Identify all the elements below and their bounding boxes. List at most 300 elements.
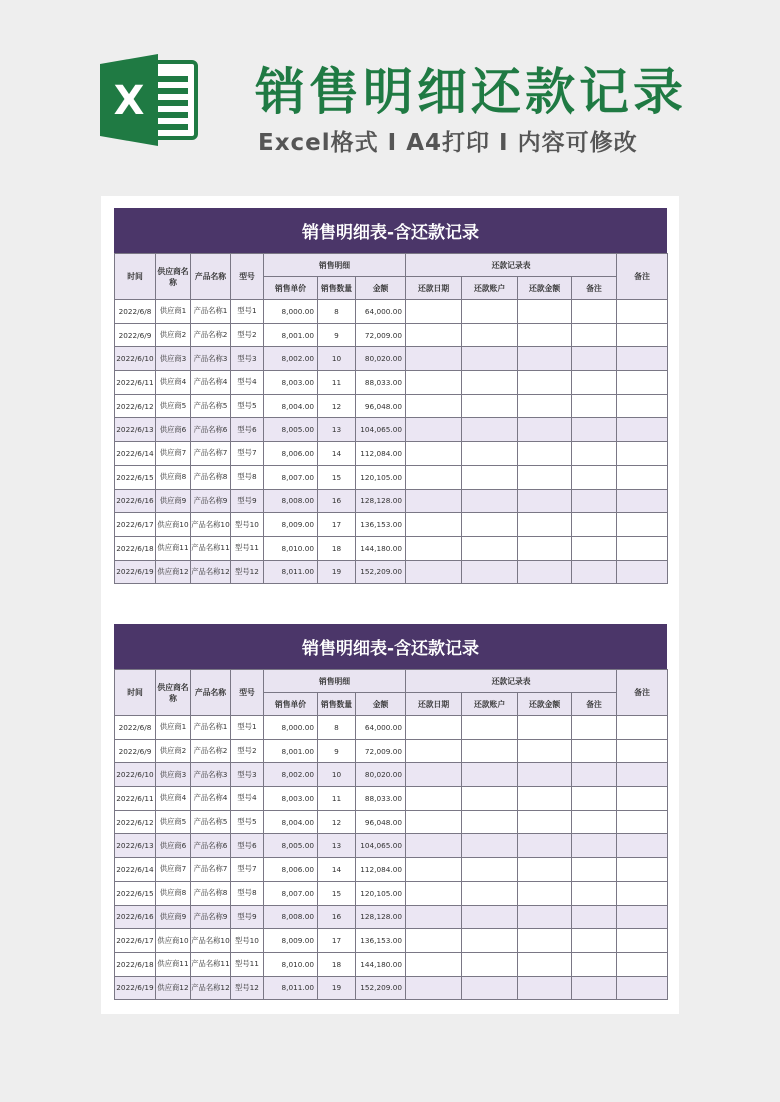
cell-quantity[interactable]: 10 <box>318 763 356 787</box>
cell-product[interactable]: 产品名称4 <box>191 371 231 395</box>
cell-repay-note[interactable] <box>572 929 617 953</box>
cell-amount[interactable]: 112,084.00 <box>356 858 406 882</box>
cell-supplier[interactable]: 供应商3 <box>156 763 191 787</box>
cell-model[interactable]: 型号5 <box>231 810 264 834</box>
cell-remark[interactable] <box>617 465 668 489</box>
cell-quantity[interactable]: 18 <box>318 952 356 976</box>
cell-supplier[interactable]: 供应商6 <box>156 834 191 858</box>
cell-repay-note[interactable] <box>572 881 617 905</box>
sales-table-block-1 <box>114 208 667 584</box>
cell-repay-account[interactable] <box>462 858 518 882</box>
cell-product[interactable]: 产品名称9 <box>191 489 231 513</box>
cell-date[interactable]: 2022/6/15 <box>115 465 156 489</box>
cell-repay-date[interactable] <box>406 952 462 976</box>
cell-supplier[interactable]: 供应商9 <box>156 905 191 929</box>
cell-quantity[interactable]: 17 <box>318 513 356 537</box>
cell-supplier[interactable]: 供应商8 <box>156 465 191 489</box>
cell-remark[interactable] <box>617 881 668 905</box>
cell-product[interactable]: 产品名称8 <box>191 465 231 489</box>
cell-quantity[interactable]: 18 <box>318 536 356 560</box>
cell-model[interactable]: 型号6 <box>231 418 264 442</box>
cell-repay-note[interactable] <box>572 810 617 834</box>
cell-repay-account[interactable] <box>462 394 518 418</box>
cell-unit-price[interactable]: 8,009.00 <box>264 513 318 537</box>
cell-supplier[interactable]: 供应商1 <box>156 300 191 324</box>
cell-quantity[interactable]: 15 <box>318 881 356 905</box>
cell-repay-note[interactable] <box>572 739 617 763</box>
cell-date[interactable]: 2022/6/16 <box>115 489 156 513</box>
cell-model[interactable]: 型号5 <box>231 394 264 418</box>
cell-product[interactable]: 产品名称6 <box>191 834 231 858</box>
cell-date[interactable]: 2022/6/8 <box>115 300 156 324</box>
cell-repay-date[interactable] <box>406 905 462 929</box>
cell-quantity[interactable]: 11 <box>318 371 356 395</box>
cell-supplier[interactable]: 供应商2 <box>156 739 191 763</box>
header-product: 产品名称 <box>191 670 231 716</box>
cell-unit-price[interactable]: 8,010.00 <box>264 536 318 560</box>
cell-date[interactable]: 2022/6/17 <box>115 929 156 953</box>
cell-quantity[interactable]: 13 <box>318 834 356 858</box>
cell-repay-date[interactable] <box>406 763 462 787</box>
cell-repay-date[interactable] <box>406 560 462 584</box>
cell-unit-price[interactable]: 8,005.00 <box>264 418 318 442</box>
cell-amount[interactable]: 72,009.00 <box>356 739 406 763</box>
cell-unit-price[interactable]: 8,006.00 <box>264 858 318 882</box>
cell-repay-date[interactable] <box>406 810 462 834</box>
cell-quantity[interactable]: 9 <box>318 323 356 347</box>
cell-supplier[interactable]: 供应商4 <box>156 371 191 395</box>
cell-repay-note[interactable] <box>572 394 617 418</box>
cell-remark[interactable] <box>617 810 668 834</box>
cell-repay-amount[interactable] <box>518 905 572 929</box>
cell-amount[interactable]: 152,209.00 <box>356 976 406 1000</box>
cell-repay-account[interactable] <box>462 716 518 740</box>
cell-repay-date[interactable] <box>406 300 462 324</box>
cell-repay-amount[interactable] <box>518 323 572 347</box>
svg-text:X: X <box>113 78 145 124</box>
header-unit-price: 销售单价 <box>264 277 318 300</box>
cell-supplier[interactable]: 供应商5 <box>156 394 191 418</box>
cell-repay-account[interactable] <box>462 418 518 442</box>
cell-date[interactable]: 2022/6/14 <box>115 858 156 882</box>
cell-remark[interactable] <box>617 418 668 442</box>
cell-date[interactable]: 2022/6/16 <box>115 905 156 929</box>
cell-amount[interactable]: 112,084.00 <box>356 442 406 466</box>
cell-date[interactable]: 2022/6/18 <box>115 536 156 560</box>
cell-unit-price[interactable]: 8,001.00 <box>264 323 318 347</box>
cell-remark[interactable] <box>617 739 668 763</box>
cell-unit-price[interactable]: 8,000.00 <box>264 300 318 324</box>
cell-repay-note[interactable] <box>572 763 617 787</box>
cell-date[interactable]: 2022/6/9 <box>115 323 156 347</box>
cell-remark[interactable] <box>617 929 668 953</box>
cell-product[interactable]: 产品名称5 <box>191 810 231 834</box>
cell-quantity[interactable]: 8 <box>318 716 356 740</box>
cell-repay-note[interactable] <box>572 465 617 489</box>
cell-repay-account[interactable] <box>462 536 518 560</box>
header-repay-group: 还款记录表 <box>406 254 617 277</box>
cell-repay-account[interactable] <box>462 347 518 371</box>
cell-repay-account[interactable] <box>462 834 518 858</box>
cell-unit-price[interactable]: 8,000.00 <box>264 716 318 740</box>
cell-repay-date[interactable] <box>406 787 462 811</box>
cell-unit-price[interactable]: 8,003.00 <box>264 371 318 395</box>
cell-repay-account[interactable] <box>462 323 518 347</box>
cell-remark[interactable] <box>617 489 668 513</box>
cell-supplier[interactable]: 供应商2 <box>156 323 191 347</box>
cell-repay-note[interactable] <box>572 371 617 395</box>
table-title: 销售明细表-含还款记录 <box>114 624 667 669</box>
cell-repay-amount[interactable] <box>518 787 572 811</box>
cell-repay-date[interactable] <box>406 536 462 560</box>
cell-quantity[interactable]: 14 <box>318 442 356 466</box>
cell-amount[interactable]: 88,033.00 <box>356 371 406 395</box>
cell-repay-date[interactable] <box>406 489 462 513</box>
cell-model[interactable]: 型号9 <box>231 905 264 929</box>
cell-repay-note[interactable] <box>572 976 617 1000</box>
cell-model[interactable]: 型号3 <box>231 347 264 371</box>
cell-repay-amount[interactable] <box>518 347 572 371</box>
cell-amount[interactable]: 152,209.00 <box>356 560 406 584</box>
cell-repay-amount[interactable] <box>518 976 572 1000</box>
cell-remark[interactable] <box>617 347 668 371</box>
cell-remark[interactable] <box>617 905 668 929</box>
cell-remark[interactable] <box>617 394 668 418</box>
cell-remark[interactable] <box>617 952 668 976</box>
cell-repay-note[interactable] <box>572 536 617 560</box>
cell-repay-note[interactable] <box>572 716 617 740</box>
cell-amount[interactable]: 144,180.00 <box>356 536 406 560</box>
cell-unit-price[interactable]: 8,001.00 <box>264 739 318 763</box>
cell-product[interactable]: 产品名称3 <box>191 763 231 787</box>
cell-date[interactable]: 2022/6/9 <box>115 739 156 763</box>
cell-model[interactable]: 型号4 <box>231 787 264 811</box>
cell-repay-account[interactable] <box>462 560 518 584</box>
cell-model[interactable]: 型号10 <box>231 513 264 537</box>
cell-repay-account[interactable] <box>462 371 518 395</box>
cell-product[interactable]: 产品名称9 <box>191 905 231 929</box>
cell-model[interactable]: 型号6 <box>231 834 264 858</box>
cell-unit-price[interactable]: 8,005.00 <box>264 834 318 858</box>
cell-repay-amount[interactable] <box>518 371 572 395</box>
cell-date[interactable]: 2022/6/12 <box>115 810 156 834</box>
cell-amount[interactable]: 104,065.00 <box>356 418 406 442</box>
cell-quantity[interactable]: 13 <box>318 418 356 442</box>
cell-supplier[interactable]: 供应商8 <box>156 881 191 905</box>
cell-quantity[interactable]: 12 <box>318 810 356 834</box>
cell-model[interactable]: 型号7 <box>231 442 264 466</box>
cell-remark[interactable] <box>617 323 668 347</box>
cell-unit-price[interactable]: 8,009.00 <box>264 929 318 953</box>
cell-repay-account[interactable] <box>462 905 518 929</box>
cell-amount[interactable]: 136,153.00 <box>356 929 406 953</box>
cell-product[interactable]: 产品名称6 <box>191 418 231 442</box>
cell-repay-date[interactable] <box>406 716 462 740</box>
cell-supplier[interactable]: 供应商4 <box>156 787 191 811</box>
cell-unit-price[interactable]: 8,010.00 <box>264 952 318 976</box>
cell-remark[interactable] <box>617 763 668 787</box>
cell-quantity[interactable]: 8 <box>318 300 356 324</box>
cell-model[interactable]: 型号7 <box>231 858 264 882</box>
cell-repay-date[interactable] <box>406 323 462 347</box>
cell-repay-date[interactable] <box>406 976 462 1000</box>
cell-model[interactable]: 型号12 <box>231 560 264 584</box>
cell-remark[interactable] <box>617 442 668 466</box>
header-remark: 备注 <box>617 670 668 716</box>
cell-repay-amount[interactable] <box>518 810 572 834</box>
cell-repay-note[interactable] <box>572 513 617 537</box>
cell-remark[interactable] <box>617 716 668 740</box>
cell-remark[interactable] <box>617 787 668 811</box>
cell-repay-amount[interactable] <box>518 834 572 858</box>
cell-product[interactable]: 产品名称1 <box>191 300 231 324</box>
cell-repay-date[interactable] <box>406 739 462 763</box>
cell-repay-amount[interactable] <box>518 513 572 537</box>
cell-model[interactable]: 型号12 <box>231 976 264 1000</box>
cell-repay-amount[interactable] <box>518 881 572 905</box>
cell-quantity[interactable]: 11 <box>318 787 356 811</box>
cell-unit-price[interactable]: 8,011.00 <box>264 560 318 584</box>
cell-amount[interactable]: 104,065.00 <box>356 834 406 858</box>
cell-unit-price[interactable]: 8,007.00 <box>264 465 318 489</box>
cell-repay-date[interactable] <box>406 929 462 953</box>
cell-repay-account[interactable] <box>462 976 518 1000</box>
cell-date[interactable]: 2022/6/19 <box>115 976 156 1000</box>
cell-amount[interactable]: 120,105.00 <box>356 465 406 489</box>
cell-supplier[interactable]: 供应商9 <box>156 489 191 513</box>
cell-date[interactable]: 2022/6/10 <box>115 763 156 787</box>
cell-amount[interactable]: 72,009.00 <box>356 323 406 347</box>
cell-amount[interactable]: 88,033.00 <box>356 787 406 811</box>
cell-repay-account[interactable] <box>462 810 518 834</box>
cell-quantity[interactable]: 16 <box>318 905 356 929</box>
cell-date[interactable]: 2022/6/8 <box>115 716 156 740</box>
cell-repay-date[interactable] <box>406 858 462 882</box>
cell-unit-price[interactable]: 8,008.00 <box>264 905 318 929</box>
cell-repay-amount[interactable] <box>518 858 572 882</box>
cell-date[interactable]: 2022/6/10 <box>115 347 156 371</box>
cell-unit-price[interactable]: 8,004.00 <box>264 810 318 834</box>
cell-repay-date[interactable] <box>406 465 462 489</box>
header-repay-note: 备注 <box>572 693 617 716</box>
cell-product[interactable]: 产品名称8 <box>191 881 231 905</box>
cell-amount[interactable]: 64,000.00 <box>356 300 406 324</box>
cell-quantity[interactable]: 12 <box>318 394 356 418</box>
cell-repay-date[interactable] <box>406 394 462 418</box>
cell-model[interactable]: 型号9 <box>231 489 264 513</box>
cell-supplier[interactable]: 供应商1 <box>156 716 191 740</box>
cell-date[interactable]: 2022/6/11 <box>115 787 156 811</box>
cell-supplier[interactable]: 供应商5 <box>156 810 191 834</box>
cell-repay-date[interactable] <box>406 442 462 466</box>
cell-model[interactable]: 型号8 <box>231 881 264 905</box>
cell-repay-note[interactable] <box>572 323 617 347</box>
cell-unit-price[interactable]: 8,002.00 <box>264 347 318 371</box>
cell-repay-amount[interactable] <box>518 536 572 560</box>
cell-amount[interactable]: 128,128.00 <box>356 489 406 513</box>
cell-date[interactable]: 2022/6/19 <box>115 560 156 584</box>
cell-repay-amount[interactable] <box>518 929 572 953</box>
cell-date[interactable]: 2022/6/13 <box>115 834 156 858</box>
cell-repay-note[interactable] <box>572 787 617 811</box>
cell-supplier[interactable]: 供应商11 <box>156 952 191 976</box>
cell-quantity[interactable]: 19 <box>318 560 356 584</box>
table-row <box>115 858 668 882</box>
cell-repay-account[interactable] <box>462 465 518 489</box>
cell-date[interactable]: 2022/6/13 <box>115 418 156 442</box>
cell-unit-price[interactable]: 8,002.00 <box>264 763 318 787</box>
cell-repay-amount[interactable] <box>518 465 572 489</box>
cell-repay-account[interactable] <box>462 952 518 976</box>
cell-repay-amount[interactable] <box>518 489 572 513</box>
cell-amount[interactable]: 128,128.00 <box>356 905 406 929</box>
cell-repay-note[interactable] <box>572 442 617 466</box>
cell-remark[interactable] <box>617 513 668 537</box>
cell-supplier[interactable]: 供应商7 <box>156 858 191 882</box>
cell-repay-amount[interactable] <box>518 763 572 787</box>
cell-product[interactable]: 产品名称12 <box>191 976 231 1000</box>
cell-repay-amount[interactable] <box>518 418 572 442</box>
cell-repay-amount[interactable] <box>518 394 572 418</box>
cell-model[interactable]: 型号2 <box>231 323 264 347</box>
cell-date[interactable]: 2022/6/11 <box>115 371 156 395</box>
cell-amount[interactable]: 120,105.00 <box>356 881 406 905</box>
cell-repay-account[interactable] <box>462 787 518 811</box>
cell-repay-amount[interactable] <box>518 716 572 740</box>
cell-amount[interactable]: 80,020.00 <box>356 763 406 787</box>
cell-repay-note[interactable] <box>572 905 617 929</box>
cell-supplier[interactable]: 供应商12 <box>156 976 191 1000</box>
cell-repay-note[interactable] <box>572 489 617 513</box>
cell-quantity[interactable]: 17 <box>318 929 356 953</box>
cell-repay-note[interactable] <box>572 858 617 882</box>
cell-unit-price[interactable]: 8,011.00 <box>264 976 318 1000</box>
cell-amount[interactable]: 64,000.00 <box>356 716 406 740</box>
cell-remark[interactable] <box>617 371 668 395</box>
cell-amount[interactable]: 144,180.00 <box>356 952 406 976</box>
cell-amount[interactable]: 96,048.00 <box>356 810 406 834</box>
cell-model[interactable]: 型号8 <box>231 465 264 489</box>
cell-model[interactable]: 型号10 <box>231 929 264 953</box>
cell-quantity[interactable]: 10 <box>318 347 356 371</box>
document-sheet <box>101 196 679 1014</box>
cell-remark[interactable] <box>617 300 668 324</box>
cell-remark[interactable] <box>617 858 668 882</box>
cell-repay-amount[interactable] <box>518 560 572 584</box>
cell-remark[interactable] <box>617 560 668 584</box>
cell-supplier[interactable]: 供应商12 <box>156 560 191 584</box>
cell-repay-amount[interactable] <box>518 739 572 763</box>
cell-repay-account[interactable] <box>462 442 518 466</box>
cell-repay-date[interactable] <box>406 347 462 371</box>
cell-quantity[interactable]: 9 <box>318 739 356 763</box>
cell-model[interactable]: 型号2 <box>231 739 264 763</box>
cell-repay-date[interactable] <box>406 834 462 858</box>
cell-repay-date[interactable] <box>406 371 462 395</box>
cell-product[interactable]: 产品名称1 <box>191 716 231 740</box>
cell-amount[interactable]: 80,020.00 <box>356 347 406 371</box>
cell-repay-date[interactable] <box>406 881 462 905</box>
cell-model[interactable]: 型号4 <box>231 371 264 395</box>
cell-product[interactable]: 产品名称10 <box>191 929 231 953</box>
cell-product[interactable]: 产品名称5 <box>191 394 231 418</box>
cell-model[interactable]: 型号1 <box>231 716 264 740</box>
cell-product[interactable]: 产品名称12 <box>191 560 231 584</box>
header-repay-amount: 还款金额 <box>518 693 572 716</box>
cell-unit-price[interactable]: 8,003.00 <box>264 787 318 811</box>
cell-repay-account[interactable] <box>462 929 518 953</box>
cell-date[interactable]: 2022/6/17 <box>115 513 156 537</box>
cell-supplier[interactable]: 供应商3 <box>156 347 191 371</box>
cell-repay-note[interactable] <box>572 834 617 858</box>
cell-product[interactable]: 产品名称7 <box>191 858 231 882</box>
cell-repay-amount[interactable] <box>518 442 572 466</box>
cell-unit-price[interactable]: 8,006.00 <box>264 442 318 466</box>
cell-date[interactable]: 2022/6/18 <box>115 952 156 976</box>
cell-repay-date[interactable] <box>406 418 462 442</box>
cell-repay-account[interactable] <box>462 513 518 537</box>
cell-model[interactable]: 型号3 <box>231 763 264 787</box>
cell-quantity[interactable]: 19 <box>318 976 356 1000</box>
cell-repay-amount[interactable] <box>518 300 572 324</box>
cell-repay-note[interactable] <box>572 418 617 442</box>
cell-product[interactable]: 产品名称10 <box>191 513 231 537</box>
cell-remark[interactable] <box>617 976 668 1000</box>
cell-repay-note[interactable] <box>572 560 617 584</box>
cell-supplier[interactable]: 供应商10 <box>156 513 191 537</box>
cell-supplier[interactable]: 供应商11 <box>156 536 191 560</box>
cell-supplier[interactable]: 供应商6 <box>156 418 191 442</box>
cell-repay-note[interactable] <box>572 347 617 371</box>
cell-unit-price[interactable]: 8,004.00 <box>264 394 318 418</box>
cell-amount[interactable]: 136,153.00 <box>356 513 406 537</box>
cell-date[interactable]: 2022/6/14 <box>115 442 156 466</box>
cell-product[interactable]: 产品名称2 <box>191 323 231 347</box>
cell-quantity[interactable]: 14 <box>318 858 356 882</box>
cell-repay-note[interactable] <box>572 952 617 976</box>
cell-repay-note[interactable] <box>572 300 617 324</box>
cell-unit-price[interactable]: 8,008.00 <box>264 489 318 513</box>
cell-model[interactable]: 型号11 <box>231 536 264 560</box>
cell-quantity[interactable]: 15 <box>318 465 356 489</box>
cell-repay-date[interactable] <box>406 513 462 537</box>
cell-supplier[interactable]: 供应商7 <box>156 442 191 466</box>
cell-product[interactable]: 产品名称11 <box>191 536 231 560</box>
header-repay-group: 还款记录表 <box>406 670 617 693</box>
cell-repay-amount[interactable] <box>518 952 572 976</box>
cell-supplier[interactable]: 供应商10 <box>156 929 191 953</box>
cell-repay-account[interactable] <box>462 763 518 787</box>
cell-model[interactable]: 型号1 <box>231 300 264 324</box>
cell-repay-account[interactable] <box>462 881 518 905</box>
cell-product[interactable]: 产品名称4 <box>191 787 231 811</box>
cell-repay-account[interactable] <box>462 489 518 513</box>
cell-remark[interactable] <box>617 536 668 560</box>
cell-product[interactable]: 产品名称3 <box>191 347 231 371</box>
cell-unit-price[interactable]: 8,007.00 <box>264 881 318 905</box>
cell-product[interactable]: 产品名称7 <box>191 442 231 466</box>
cell-quantity[interactable]: 16 <box>318 489 356 513</box>
cell-repay-account[interactable] <box>462 300 518 324</box>
cell-remark[interactable] <box>617 834 668 858</box>
cell-date[interactable]: 2022/6/15 <box>115 881 156 905</box>
cell-model[interactable]: 型号11 <box>231 952 264 976</box>
cell-product[interactable]: 产品名称2 <box>191 739 231 763</box>
cell-product[interactable]: 产品名称11 <box>191 952 231 976</box>
cell-date[interactable]: 2022/6/12 <box>115 394 156 418</box>
cell-amount[interactable]: 96,048.00 <box>356 394 406 418</box>
cell-repay-account[interactable] <box>462 739 518 763</box>
